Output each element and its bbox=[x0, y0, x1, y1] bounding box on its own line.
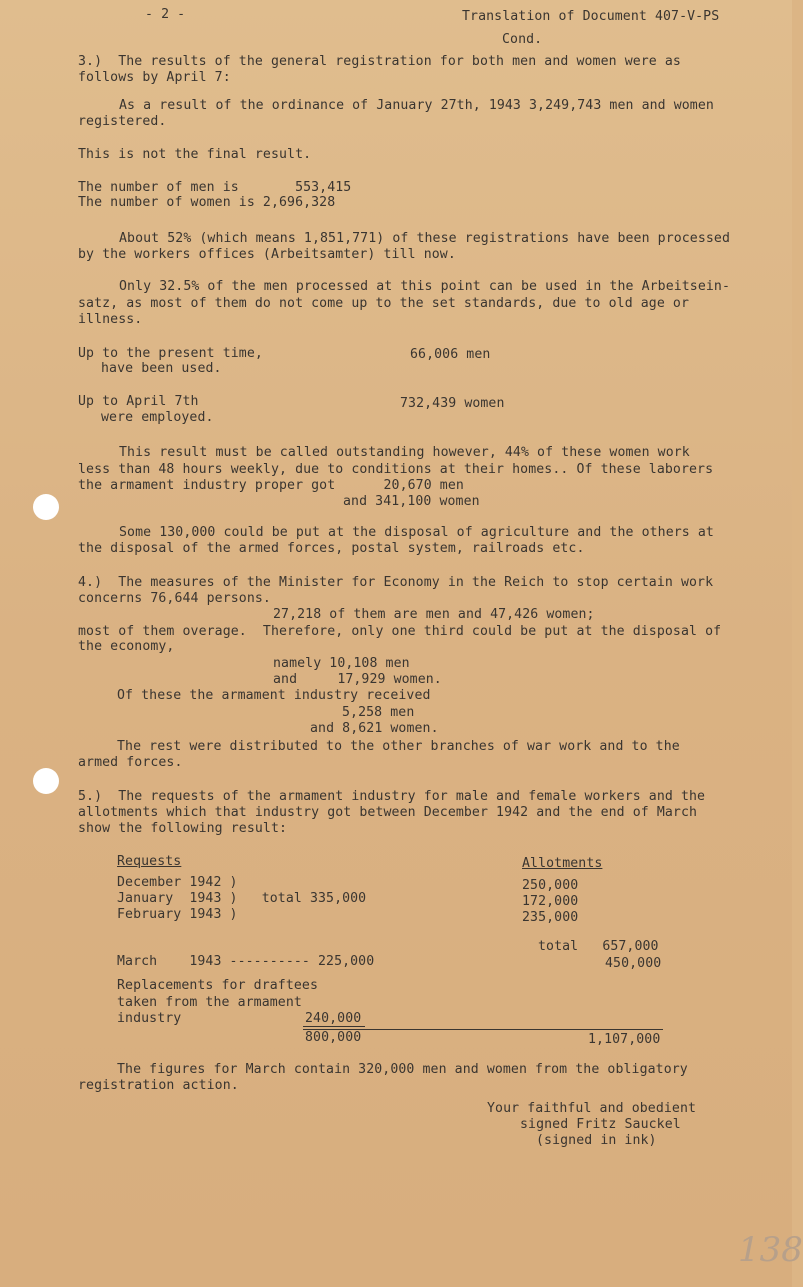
s4-line1: 4.) The measures of the Minister for Economy in the Reich to stop certain work bbox=[78, 575, 714, 590]
s4-line9: 5,258 men bbox=[342, 705, 415, 720]
note-line2: registration action. bbox=[78, 1078, 239, 1093]
s4-line6: namely 10,108 men bbox=[273, 656, 410, 671]
requests-sum: 800,000 bbox=[305, 1030, 362, 1045]
translation-title: Translation of Document 407-V-PS bbox=[462, 9, 720, 24]
closing-line3: (signed in ink) bbox=[536, 1133, 657, 1148]
note-line1: The figures for March contain 320,000 men and women from the obligatory bbox=[117, 1062, 688, 1077]
sum-rule-short bbox=[303, 1026, 365, 1027]
replacements-line2: taken from the armament bbox=[117, 995, 302, 1010]
s3-used-value: 66,006 men bbox=[410, 347, 491, 362]
s3-women-count: The number of women is 2,696,328 bbox=[78, 195, 336, 210]
s3-para1-line1: As a result of the ordinance of January 27th, 1943 3,249,743 men and women bbox=[119, 98, 714, 113]
s3-para4-line2: less than 48 hours weekly, due to conditions at their homes.. Of these laborers bbox=[78, 462, 714, 477]
allotment-2: 172,000 bbox=[522, 894, 579, 909]
request-february: February 1943 ) bbox=[117, 907, 238, 922]
s3-para5-line2: the disposal of the armed forces, postal system, railroads etc. bbox=[78, 541, 585, 556]
replacements-line3: industry bbox=[117, 1011, 182, 1026]
s3-line2: follows by April 7: bbox=[78, 70, 231, 85]
punch-hole-top bbox=[33, 494, 59, 520]
s4-line12: armed forces. bbox=[78, 755, 183, 770]
s3-para3-line3: illness. bbox=[78, 312, 143, 327]
request-december: December 1942 ) bbox=[117, 875, 238, 890]
s3-used-line2: have been used. bbox=[101, 361, 222, 376]
s4-line4: most of them overage. Therefore, only one third could be put at the disposal of bbox=[78, 624, 722, 639]
allotment-1: 250,000 bbox=[522, 878, 579, 893]
s3-para4-line3: the armament industry proper got 20,670 men bbox=[78, 478, 464, 493]
s5-line3: show the following result: bbox=[78, 821, 288, 836]
s4-line3: 27,218 of them are men and 47,426 women; bbox=[273, 607, 595, 622]
page-number: - 2 - bbox=[145, 7, 186, 22]
s4-line10: and 8,621 women. bbox=[310, 721, 439, 736]
s3-para3-line1: Only 32.5% of the men processed at this point can be used in the Arbeitsein- bbox=[119, 279, 731, 294]
allotments-sum: 1,107,000 bbox=[588, 1032, 661, 1047]
s4-line7: and 17,929 women. bbox=[273, 672, 442, 687]
s3-para5-line1: Some 130,000 could be put at the disposal of agriculture and the others at bbox=[119, 525, 714, 540]
s3-employed-value: 732,439 women bbox=[400, 396, 505, 411]
s4-line11: The rest were distributed to the other branches of war work and to the bbox=[117, 739, 680, 754]
punch-hole-bottom bbox=[33, 768, 59, 794]
closing-line1: Your faithful and obedient bbox=[487, 1101, 697, 1116]
s3-line1: 3.) The results of the general registration for both men and women were as bbox=[78, 54, 681, 69]
s3-used-line1: Up to the present time, bbox=[78, 346, 263, 361]
closing-line2: signed Fritz Sauckel bbox=[520, 1117, 681, 1132]
request-march: March 1943 ---------- 225,000 bbox=[117, 954, 375, 969]
s4-line8: Of these the armament industry received bbox=[117, 688, 431, 703]
s3-para4-line1: This result must be called outstanding however, 44% of these women work bbox=[119, 445, 690, 460]
request-january: January 1943 ) total 335,000 bbox=[117, 891, 367, 906]
replacements-value: 240,000 bbox=[305, 1011, 362, 1026]
s4-line5: the economy, bbox=[78, 639, 175, 654]
allotment-march: 450,000 bbox=[605, 956, 662, 971]
s3-para4-line4: and 341,100 women bbox=[343, 494, 480, 509]
allotment-total: total 657,000 bbox=[538, 939, 659, 954]
cond-label: Cond. bbox=[502, 32, 543, 47]
allotment-3: 235,000 bbox=[522, 910, 579, 925]
allotments-header: Allotments bbox=[522, 856, 603, 871]
s3-para1-line2: registered. bbox=[78, 114, 167, 129]
s3-final-result: This is not the final result. bbox=[78, 147, 312, 162]
s5-line2: allotments which that industry got between December 1942 and the end of March bbox=[78, 805, 698, 820]
handwritten-page-mark: 138 bbox=[738, 1230, 803, 1270]
s3-employed-line1: Up to April 7th bbox=[78, 394, 199, 409]
s3-para2-line1: About 52% (which means 1,851,771) of these registrations have been processed bbox=[119, 231, 731, 246]
s3-men-count: The number of men is 553,415 bbox=[78, 180, 352, 195]
s3-para3-line2: satz, as most of them do not come up to the set standards, due to old age or bbox=[78, 296, 690, 311]
s5-line1: 5.) The requests of the armament industry for male and female workers and the bbox=[78, 789, 706, 804]
replacements-line1: Replacements for draftees bbox=[117, 978, 318, 993]
requests-header: Requests bbox=[117, 854, 182, 869]
s4-line2: concerns 76,644 persons. bbox=[78, 591, 271, 606]
s3-employed-line2: were employed. bbox=[101, 410, 214, 425]
s3-para2-line2: by the workers offices (Arbeitsamter) till now. bbox=[78, 247, 456, 262]
